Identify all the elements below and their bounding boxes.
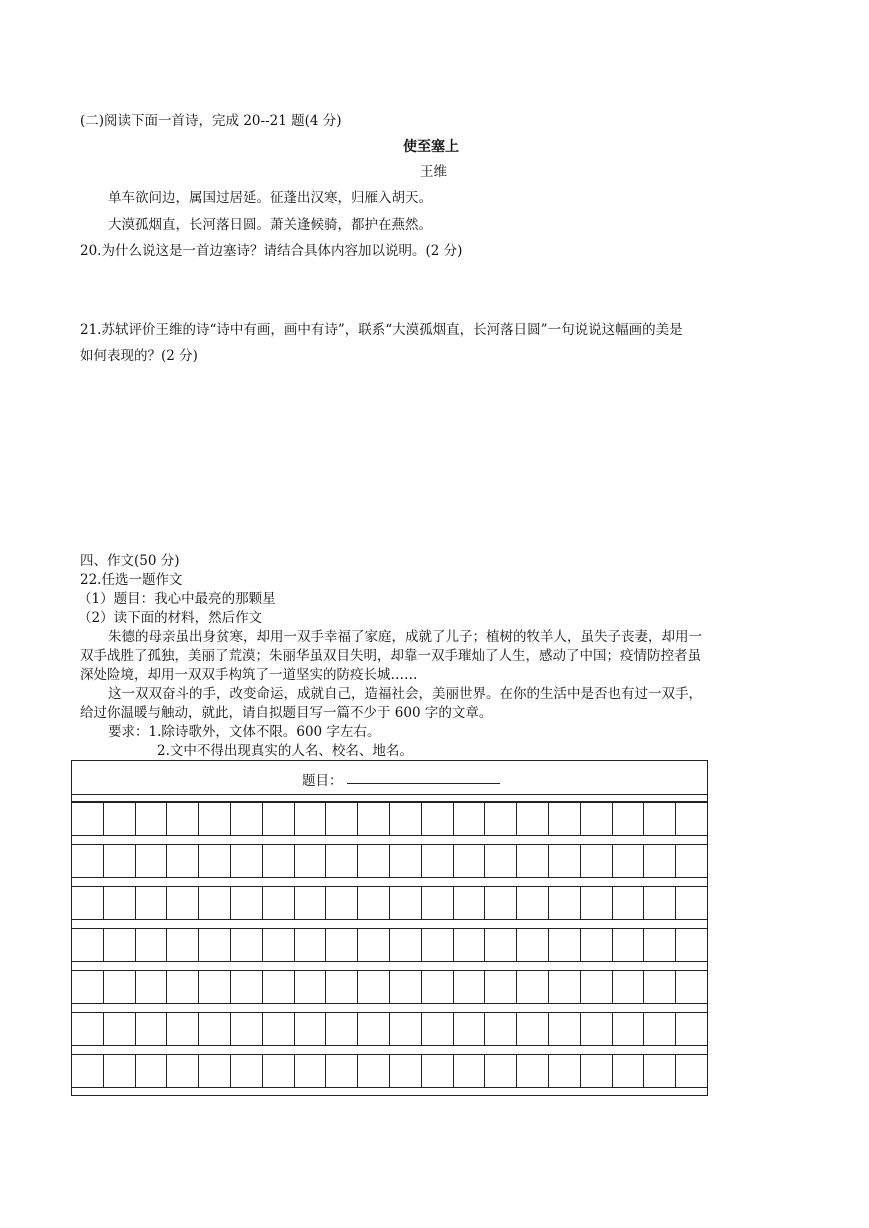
- essay-option-2: （2）读下面的材料，然后作文: [78, 610, 263, 626]
- writing-cell[interactable]: [326, 971, 358, 1003]
- writing-cell[interactable]: [517, 1013, 549, 1045]
- writing-cell[interactable]: [676, 929, 707, 961]
- writing-cell[interactable]: [390, 845, 422, 877]
- writing-cell[interactable]: [72, 803, 104, 835]
- writing-cell[interactable]: [644, 1055, 676, 1087]
- writing-cell[interactable]: [326, 803, 358, 835]
- writing-cell[interactable]: [676, 971, 707, 1003]
- writing-cell[interactable]: [485, 887, 517, 919]
- writing-cell[interactable]: [295, 1013, 327, 1045]
- writing-cell[interactable]: [231, 971, 263, 1003]
- question-22: 22.任选一题作文: [80, 572, 183, 588]
- writing-cell[interactable]: [199, 887, 231, 919]
- writing-cell[interactable]: [136, 887, 168, 919]
- writing-cell[interactable]: [263, 887, 295, 919]
- writing-cell[interactable]: [72, 887, 104, 919]
- writing-cell[interactable]: [676, 803, 707, 835]
- writing-cell[interactable]: [136, 845, 168, 877]
- writing-cell[interactable]: [326, 929, 358, 961]
- essay-option-1: （1）题目：我心中最亮的那颗星: [78, 591, 276, 607]
- writing-cell[interactable]: [613, 971, 645, 1003]
- writing-cell[interactable]: [295, 803, 327, 835]
- material-para-1-line-3: 深处险境，却用一双双手构筑了一道坚实的防疫长城……: [80, 667, 418, 683]
- writing-row: [72, 970, 707, 1004]
- writing-cell[interactable]: [326, 887, 358, 919]
- writing-cell[interactable]: [358, 845, 390, 877]
- writing-cell[interactable]: [231, 1013, 263, 1045]
- requirement-2: 2.文中不得出现真实的人名、校名、地名。: [157, 743, 413, 759]
- writing-cell[interactable]: [72, 971, 104, 1003]
- requirement-1: 要求：1.除诗歌外，文体不限。600 字左右。: [108, 724, 381, 740]
- writing-cell[interactable]: [613, 929, 645, 961]
- writing-cell[interactable]: [581, 1055, 613, 1087]
- writing-cell[interactable]: [454, 971, 486, 1003]
- writing-cell[interactable]: [454, 1055, 486, 1087]
- writing-cell[interactable]: [454, 929, 486, 961]
- writing-cell[interactable]: [613, 1013, 645, 1045]
- writing-cell[interactable]: [613, 887, 645, 919]
- writing-cell[interactable]: [644, 845, 676, 877]
- writing-cell[interactable]: [167, 845, 199, 877]
- writing-cell[interactable]: [136, 929, 168, 961]
- writing-cell[interactable]: [454, 1013, 486, 1045]
- writing-cell[interactable]: [104, 971, 136, 1003]
- writing-cell[interactable]: [295, 971, 327, 1003]
- writing-cell[interactable]: [517, 1055, 549, 1087]
- writing-cell[interactable]: [72, 929, 104, 961]
- poem-line-1: 单车欲问边，属国过居延。征蓬出汉寒，归雁入胡天。: [108, 190, 432, 206]
- writing-cell[interactable]: [167, 971, 199, 1003]
- writing-row: [72, 1012, 707, 1046]
- writing-row: [72, 928, 707, 962]
- writing-cell[interactable]: [517, 845, 549, 877]
- writing-cell[interactable]: [295, 929, 327, 961]
- writing-cell[interactable]: [199, 845, 231, 877]
- writing-cell[interactable]: [676, 1013, 707, 1045]
- writing-cell[interactable]: [136, 1055, 168, 1087]
- writing-row: [72, 1054, 707, 1088]
- question-21-line-1: 21.苏轼评价王维的诗“诗中有画，画中有诗”，联系“大漠孤烟直，长河落日圆”一句说说这幅画的美是: [80, 322, 683, 338]
- writing-cell[interactable]: [104, 803, 136, 835]
- writing-cell[interactable]: [390, 1055, 422, 1087]
- writing-cell[interactable]: [517, 887, 549, 919]
- question-21-line-2: 如何表现的？(2 分): [80, 348, 198, 364]
- writing-row: [72, 802, 707, 836]
- writing-cell[interactable]: [390, 1013, 422, 1045]
- writing-cell[interactable]: [263, 929, 295, 961]
- poem-author: 王维: [420, 164, 447, 180]
- writing-cell[interactable]: [485, 971, 517, 1003]
- writing-cell[interactable]: [104, 1055, 136, 1087]
- writing-cell[interactable]: [390, 929, 422, 961]
- answer-title-blank[interactable]: [347, 783, 500, 784]
- writing-cell[interactable]: [581, 929, 613, 961]
- writing-cell[interactable]: [231, 929, 263, 961]
- poem-title: 使至塞上: [403, 139, 459, 155]
- writing-cell[interactable]: [613, 803, 645, 835]
- answer-grid[interactable]: [71, 760, 708, 1096]
- writing-cell[interactable]: [231, 1055, 263, 1087]
- writing-cell[interactable]: [358, 887, 390, 919]
- writing-cell[interactable]: [549, 1055, 581, 1087]
- writing-cell[interactable]: [72, 1055, 104, 1087]
- writing-cell[interactable]: [136, 971, 168, 1003]
- writing-cell[interactable]: [167, 1013, 199, 1045]
- writing-cell[interactable]: [422, 887, 454, 919]
- writing-cell[interactable]: [231, 803, 263, 835]
- writing-cell[interactable]: [390, 971, 422, 1003]
- writing-cell[interactable]: [549, 803, 581, 835]
- writing-cell[interactable]: [485, 1013, 517, 1045]
- writing-cell[interactable]: [549, 971, 581, 1003]
- writing-cell[interactable]: [104, 1013, 136, 1045]
- writing-cell[interactable]: [326, 1013, 358, 1045]
- material-para-2-line-2: 给过你温暖与触动，就此，请自拟题目写一篇不少于 600 字的文章。: [80, 705, 493, 721]
- writing-cell[interactable]: [644, 803, 676, 835]
- writing-cell[interactable]: [295, 1055, 327, 1087]
- writing-cell[interactable]: [613, 845, 645, 877]
- writing-row: [72, 844, 707, 878]
- writing-cell[interactable]: [644, 1013, 676, 1045]
- writing-cell[interactable]: [326, 845, 358, 877]
- writing-cell[interactable]: [676, 845, 707, 877]
- writing-cell[interactable]: [581, 971, 613, 1003]
- poem-line-2: 大漠孤烟直，长河落日圆。萧关逢候骑，都护在燕然。: [108, 217, 432, 233]
- question-20: 20.为什么说这是一首边塞诗？请结合具体内容加以说明。(2 分): [80, 243, 463, 259]
- writing-cell[interactable]: [422, 1055, 454, 1087]
- writing-cell[interactable]: [454, 845, 486, 877]
- writing-cell[interactable]: [549, 845, 581, 877]
- writing-cell[interactable]: [644, 887, 676, 919]
- writing-cell[interactable]: [326, 1055, 358, 1087]
- writing-cell[interactable]: [295, 887, 327, 919]
- writing-cell[interactable]: [422, 929, 454, 961]
- writing-cell[interactable]: [358, 1013, 390, 1045]
- writing-cell[interactable]: [549, 887, 581, 919]
- writing-cell[interactable]: [422, 845, 454, 877]
- writing-cell[interactable]: [295, 845, 327, 877]
- writing-cell[interactable]: [676, 1055, 707, 1087]
- writing-cell[interactable]: [549, 929, 581, 961]
- writing-cell[interactable]: [358, 971, 390, 1003]
- writing-cell[interactable]: [485, 1055, 517, 1087]
- writing-cell[interactable]: [263, 1013, 295, 1045]
- writing-cell[interactable]: [199, 1013, 231, 1045]
- writing-cell[interactable]: [263, 845, 295, 877]
- writing-cell[interactable]: [104, 929, 136, 961]
- writing-cell[interactable]: [422, 803, 454, 835]
- writing-cell[interactable]: [581, 887, 613, 919]
- writing-cell[interactable]: [72, 1013, 104, 1045]
- material-para-1-line-1: 朱德的母亲虽出身贫寒，却用一双手幸福了家庭，成就了儿子；植树的牧羊人，虽失子丧妻，却用一: [108, 629, 702, 645]
- answer-title-label: 题目：: [302, 773, 343, 789]
- writing-cell[interactable]: [454, 887, 486, 919]
- writing-cell[interactable]: [199, 971, 231, 1003]
- writing-cell[interactable]: [263, 971, 295, 1003]
- writing-cell[interactable]: [485, 803, 517, 835]
- writing-cell[interactable]: [485, 845, 517, 877]
- writing-cell[interactable]: [199, 803, 231, 835]
- writing-cell[interactable]: [136, 803, 168, 835]
- writing-cell[interactable]: [485, 929, 517, 961]
- writing-cell[interactable]: [167, 929, 199, 961]
- writing-cell[interactable]: [390, 887, 422, 919]
- writing-cell[interactable]: [517, 971, 549, 1003]
- writing-cell[interactable]: [199, 929, 231, 961]
- writing-cell[interactable]: [549, 1013, 581, 1045]
- writing-cell[interactable]: [358, 929, 390, 961]
- writing-row: [72, 886, 707, 920]
- writing-cell[interactable]: [104, 845, 136, 877]
- writing-cell[interactable]: [581, 803, 613, 835]
- writing-cell[interactable]: [167, 887, 199, 919]
- answer-title-row: [72, 761, 707, 795]
- writing-cell[interactable]: [454, 803, 486, 835]
- writing-cell[interactable]: [581, 1013, 613, 1045]
- writing-cell[interactable]: [644, 929, 676, 961]
- writing-cell[interactable]: [231, 887, 263, 919]
- writing-cell[interactable]: [676, 887, 707, 919]
- material-para-1-line-2: 双手战胜了孤独，美丽了荒漠；朱丽华虽双目失明，却靠一双手璀灿了人生，感动了中国；疫情防控者虽: [80, 648, 701, 664]
- writing-cell[interactable]: [390, 803, 422, 835]
- material-para-2-line-1: 这一双双奋斗的手，改变命运，成就自己，造福社会，美丽世界。在你的生活中是否也有过一双手，: [108, 686, 702, 702]
- writing-cell[interactable]: [263, 803, 295, 835]
- writing-cell[interactable]: [136, 1013, 168, 1045]
- writing-cell[interactable]: [199, 1055, 231, 1087]
- writing-cell[interactable]: [167, 1055, 199, 1087]
- writing-cell[interactable]: [231, 845, 263, 877]
- writing-cell[interactable]: [644, 971, 676, 1003]
- writing-cell[interactable]: [517, 929, 549, 961]
- writing-cell[interactable]: [167, 803, 199, 835]
- writing-cell[interactable]: [517, 803, 549, 835]
- poem-section-intro: (二)阅读下面一首诗，完成 20--21 题(4 分): [80, 113, 342, 129]
- writing-cell[interactable]: [581, 845, 613, 877]
- writing-cell[interactable]: [358, 803, 390, 835]
- writing-cell[interactable]: [263, 1055, 295, 1087]
- writing-cell[interactable]: [422, 1013, 454, 1045]
- writing-cell[interactable]: [613, 1055, 645, 1087]
- essay-section-heading: 四、作文(50 分): [80, 553, 180, 569]
- writing-cell[interactable]: [72, 845, 104, 877]
- writing-cell[interactable]: [422, 971, 454, 1003]
- writing-cell[interactable]: [104, 887, 136, 919]
- writing-cell[interactable]: [358, 1055, 390, 1087]
